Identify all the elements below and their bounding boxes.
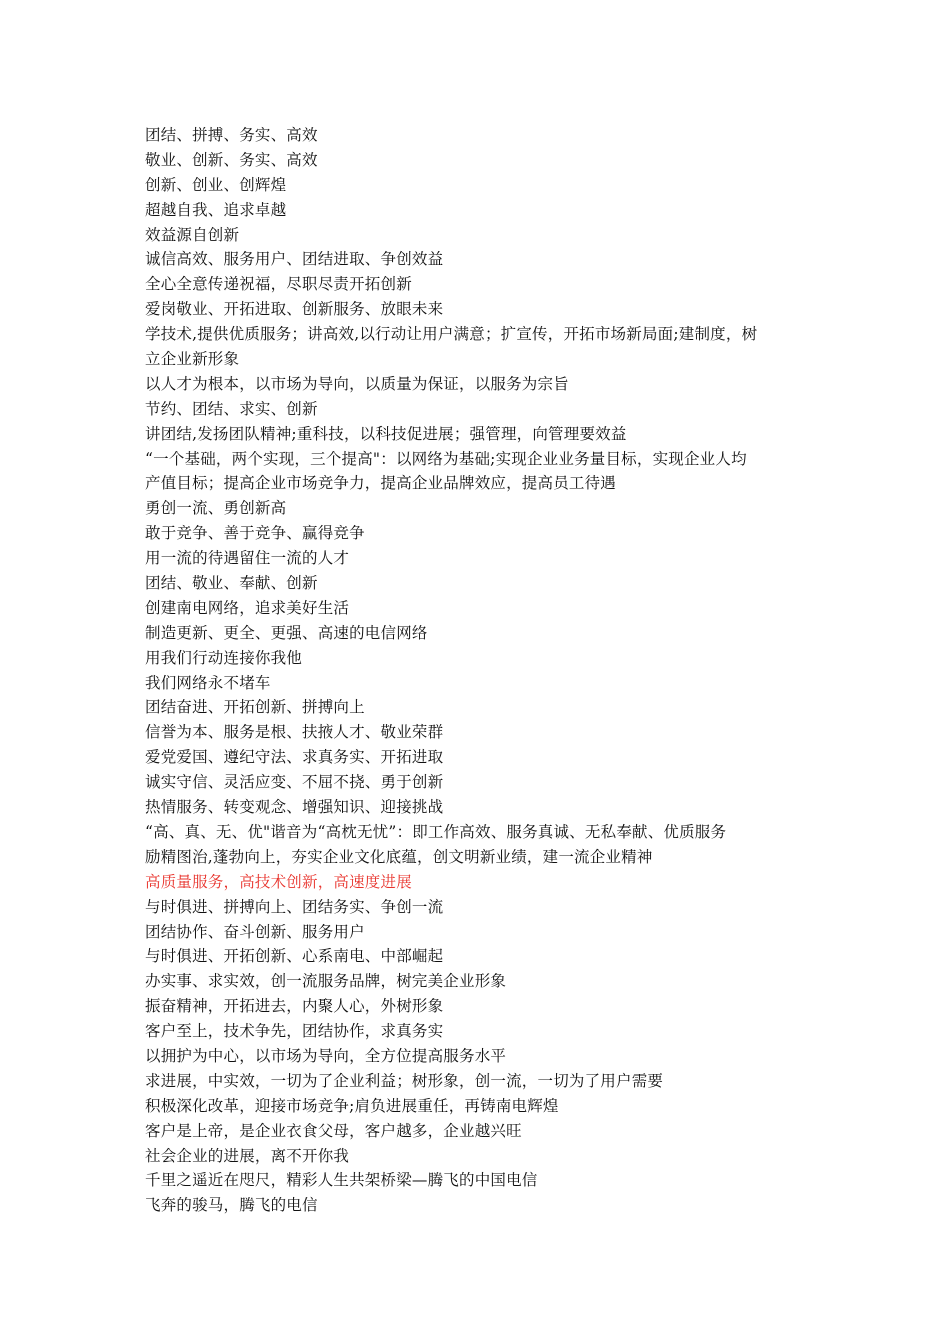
- text-line: 爱党爱国、遵纪守法、求真务实、开拓进取: [145, 748, 444, 767]
- text-line: 励精图治,蓬勃向上，夯实企业文化底蕴，创文明新业绩，建一流企业精神: [145, 847, 653, 866]
- text-line: “一个基础，两个实现，三个提高"：以网络为基础;实现企业业务量目标，实现企业人均: [145, 449, 747, 468]
- text-line: 千里之遥近在咫尺，精彩人生共架桥梁—腾飞的中国电信: [145, 1171, 538, 1190]
- text-line: 飞奔的骏马，腾飞的电信: [145, 1196, 318, 1215]
- text-line: 爱岗敬业、开拓进取、创新服务、放眼未来: [145, 300, 444, 319]
- text-line: 用一流的待遇留住一流的人才: [145, 549, 350, 568]
- text-line: 创新、创业、创辉煌: [145, 175, 287, 194]
- text-line: 求进展，中实效，一切为了企业利益；树形象，创一流，一切为了用户需要: [145, 1071, 664, 1090]
- text-line: 效益源自创新: [145, 225, 240, 244]
- text-line: 客户至上，技术争先，团结协作，求真务实: [145, 1022, 444, 1041]
- text-line: 诚实守信、灵活应变、不屈不挠、勇于创新: [145, 773, 444, 792]
- text-line: 立企业新形象: [145, 350, 240, 369]
- text-line: 振奋精神，开拓进去，内聚人心，外树形象: [145, 997, 444, 1016]
- text-line: 以人才为根本，以市场为导向，以质量为保证，以服务为宗旨: [145, 374, 569, 393]
- text-line: 讲团结,发扬团队精神;重科技，以科技促进展；强管理，向管理要效益: [145, 424, 627, 443]
- text-line: 团结、敬业、奉献、创新: [145, 574, 318, 593]
- text-line: 积极深化改革，迎接市场竞争;肩负进展重任，再铸南电辉煌: [145, 1096, 559, 1115]
- text-line: 团结、拼搏、务实、高效: [145, 126, 318, 144]
- text-line: 全心全意传递祝福，尽职尽责开拓创新: [145, 275, 412, 294]
- text-line: 信誉为本、服务是根、扶掖人才、敬业荣群: [145, 723, 444, 742]
- text-line: 节约、团结、求实、创新: [145, 399, 318, 418]
- text-line: 创建南电网络，追求美好生活: [145, 598, 350, 617]
- text-line: 热情服务、转变观念、增强知识、迎接挑战: [145, 798, 444, 817]
- text-line: “高、真、无、优"谐音为“高枕无忧”：即工作高效、服务真诚、无私奉献、优质服务: [145, 822, 727, 841]
- text-line: 我们网络永不堵车: [145, 673, 271, 692]
- text-line: 团结协作、奋斗创新、服务用户: [145, 922, 365, 941]
- text-line: 勇创一流、勇创新高: [145, 499, 287, 518]
- text-line: 以拥护为中心，以市场为导向，全方位提高服务水平: [145, 1046, 507, 1065]
- text-line: 学技术,提供优质服务；讲高效,以行动让用户满意；扩宣传，开拓市场新局面;建制度，树: [145, 325, 758, 344]
- text-line: 用我们行动连接你我他: [145, 648, 303, 667]
- text-line: 超越自我、追求卓越: [145, 200, 287, 219]
- slogan-list: [145, 123, 805, 1218]
- text-line: 社会企业的进展，离不开你我: [145, 1146, 350, 1165]
- text-line: 制造更新、更全、更强、高速的电信网络: [145, 623, 428, 642]
- text-line: 敢于竞争、善于竞争、赢得竞争: [145, 524, 365, 543]
- text-line: 与时俱进、开拓创新、心系南电、中部崛起: [145, 947, 444, 966]
- text-line: 产值目标；提高企业市场竞争力，提高企业品牌效应，提高员工待遇: [145, 474, 617, 493]
- text-line: 诚信高效、服务用户、团结进取、争创效益: [145, 250, 444, 269]
- text-line: 敬业、创新、务实、高效: [145, 150, 318, 169]
- text-line: 办实事、求实效，创一流服务品牌，树完美企业形象: [145, 972, 507, 991]
- text-line: 客户是上帝，是企业衣食父母，客户越多，企业越兴旺: [145, 1121, 522, 1140]
- highlighted-text-line: 高质量服务，高技术创新，高速度进展: [145, 872, 412, 891]
- text-line: 团结奋进、开拓创新、拼搏向上: [145, 698, 365, 717]
- text-line: 与时俱进、拼搏向上、团结务实、争创一流: [145, 897, 444, 916]
